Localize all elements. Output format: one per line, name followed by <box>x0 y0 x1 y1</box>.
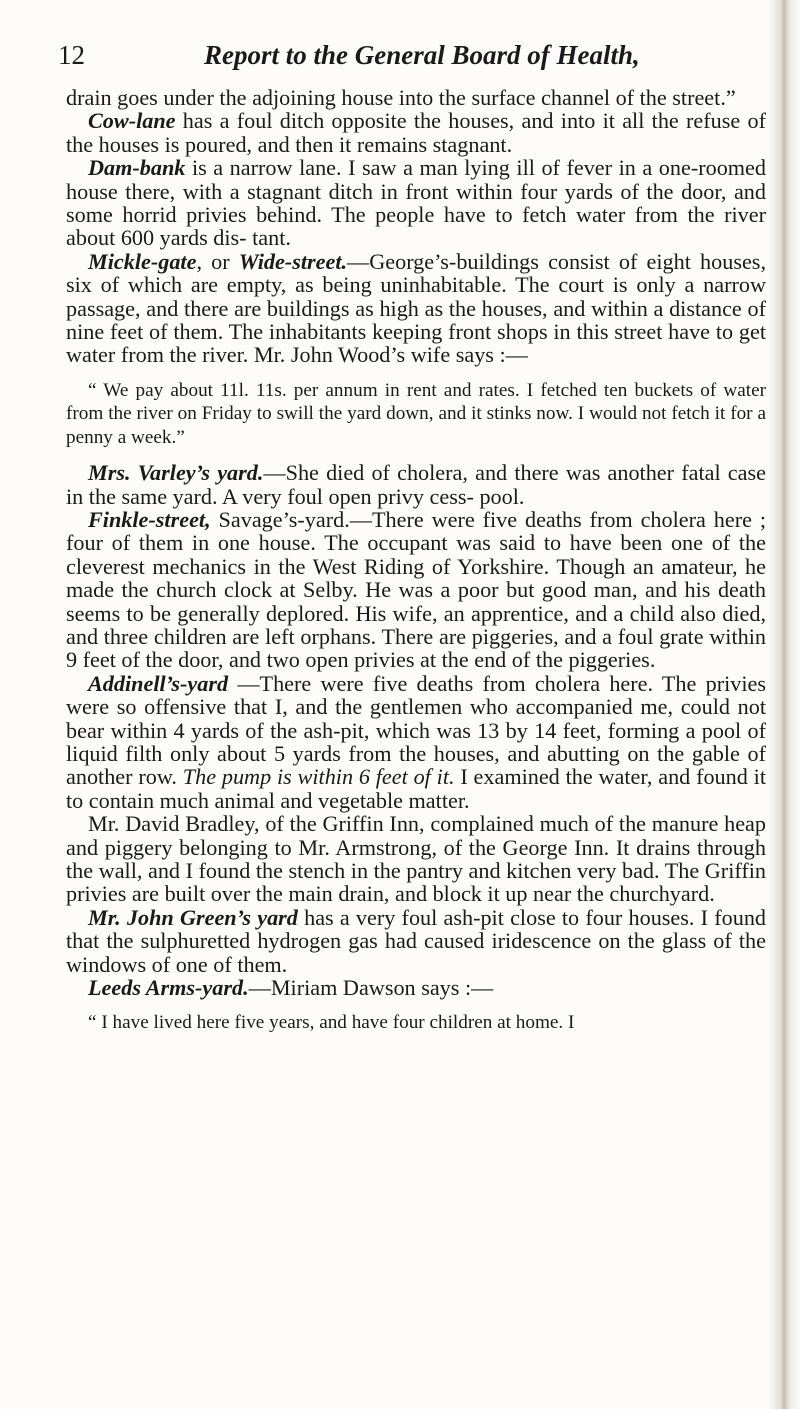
paragraph-text: has a foul ditch opposite the houses, and into it all the refuse of the houses is poured, and then it remains stagnant. <box>66 108 766 157</box>
place-heading: Mickle-gate <box>88 248 197 274</box>
paragraph-dam-bank <box>66 156 766 250</box>
place-heading: Leeds Arms-yard. <box>88 975 249 1001</box>
paragraph-text: —Miriam Dawson says :— <box>248 975 494 1001</box>
paragraph-text-tail: I examined the water, and found it to contain much animal and vegetable matter. <box>66 764 766 813</box>
quotation-text: “ I have lived here five years, and have four children at home. I <box>88 1012 575 1034</box>
quotation-text: “ We pay about 11l. 11s. per annum in rent and rates. I fetched ten buckets of water from the river on Friday to swill the yard down, and it stinks now. I would not fetch it for a penny a week.” <box>66 379 766 448</box>
paragraph-addinell-yard <box>66 672 766 812</box>
paragraph-continuation <box>66 86 766 109</box>
quotation-wood <box>66 379 766 449</box>
place-heading: Addinell’s-yard <box>88 670 229 696</box>
paragraph-green-yard <box>66 906 766 976</box>
body-text <box>66 86 766 1035</box>
paragraph-leeds-arms <box>66 976 766 999</box>
place-heading: Finkle-street, <box>88 506 211 532</box>
paragraph-text: has a very foul ash-pit close to four houses. I found that the sulphuretted hydrogen gas had caused iridescence on the glass of the windows of one of them. <box>66 904 767 977</box>
place-heading: Mr. John Green’s yard <box>88 904 298 930</box>
paragraph-varley-yard <box>66 461 766 508</box>
paragraph-text: Savage’s-yard.—There were five deaths from cholera here ; four of them in one house. The occupant was said to have been one of the cleverest mechanics in the West Riding of Yorkshire. Though an amateur, he made the church clock at Selby. He was a poor but good man, and his death seems to be generally deplored. His wife, an apprentice, and a child also died, and three children are left orphans. There are piggeries, and a foul grate within 9 feet of the door, and two open privies at the end of the piggeries. <box>66 506 766 673</box>
page-number: 12 <box>58 40 85 70</box>
page-edge-line <box>782 0 786 1409</box>
place-heading-alt: Wide-street. <box>238 248 348 274</box>
paragraph-finkle-street <box>66 508 766 672</box>
paragraph-text: —George’s-buildings consist of eight houses, six of which are empty, as being uninhabitable. The court is only a narrow passage, and there are buildings as high as the houses, and within a distance of nine feet of them. The inhabitants keeping front shops in this street have to get water from the river. Mr. John Wood’s wife says :— <box>66 248 766 368</box>
paragraph-mickle-gate <box>66 250 766 367</box>
place-heading: Cow-lane <box>88 108 176 134</box>
paragraph-text: drain goes under the adjoining house into the surface channel of the street.” <box>66 85 736 110</box>
paragraph-text: is a narrow lane. I saw a man lying ill of fever in a one-roomed house there, with a stagnant ditch in front within four yards of the door, and some horrid privies behind. The people have to fetch water from the river about 600 yards dis- tant. <box>66 155 766 251</box>
paragraph-bradley <box>66 812 766 906</box>
paragraph-text: —There were five deaths from cholera here. The privies were so offensive that I, and the gentlemen who accompanied me, could not bear within 4 yards of the ash-pit, which was 13 by 14 feet, forming a pool of liquid filth only about 5 yards from the houses, and abutting on the gable of another row. <box>66 670 766 790</box>
place-heading: Dam-bank <box>88 155 186 181</box>
place-heading: Mrs. Varley’s yard. <box>88 460 264 486</box>
italic-phrase: The pump is within 6 feet of it. <box>182 764 455 790</box>
heading-connector: , or <box>196 248 239 274</box>
paragraph-text: Mr. David Bradley, of the Griffin Inn, complained much of the manure heap and piggery belonging to Mr. Armstrong, of the George Inn. It drains through the wall, and I found the stench in the pantry and kitchen very bad. The Griffin privies are built over the main drain, and block it up near the churchyard. <box>66 811 766 907</box>
running-header <box>58 36 768 80</box>
paragraph-text: —She died of cholera, and there was another fatal case in the same yard. A very foul open privy cess- pool. <box>66 460 766 509</box>
running-title: Report to the General Board of Health, <box>204 40 640 70</box>
paragraph-cow-lane <box>66 109 766 156</box>
quotation-dawson <box>66 1011 766 1034</box>
